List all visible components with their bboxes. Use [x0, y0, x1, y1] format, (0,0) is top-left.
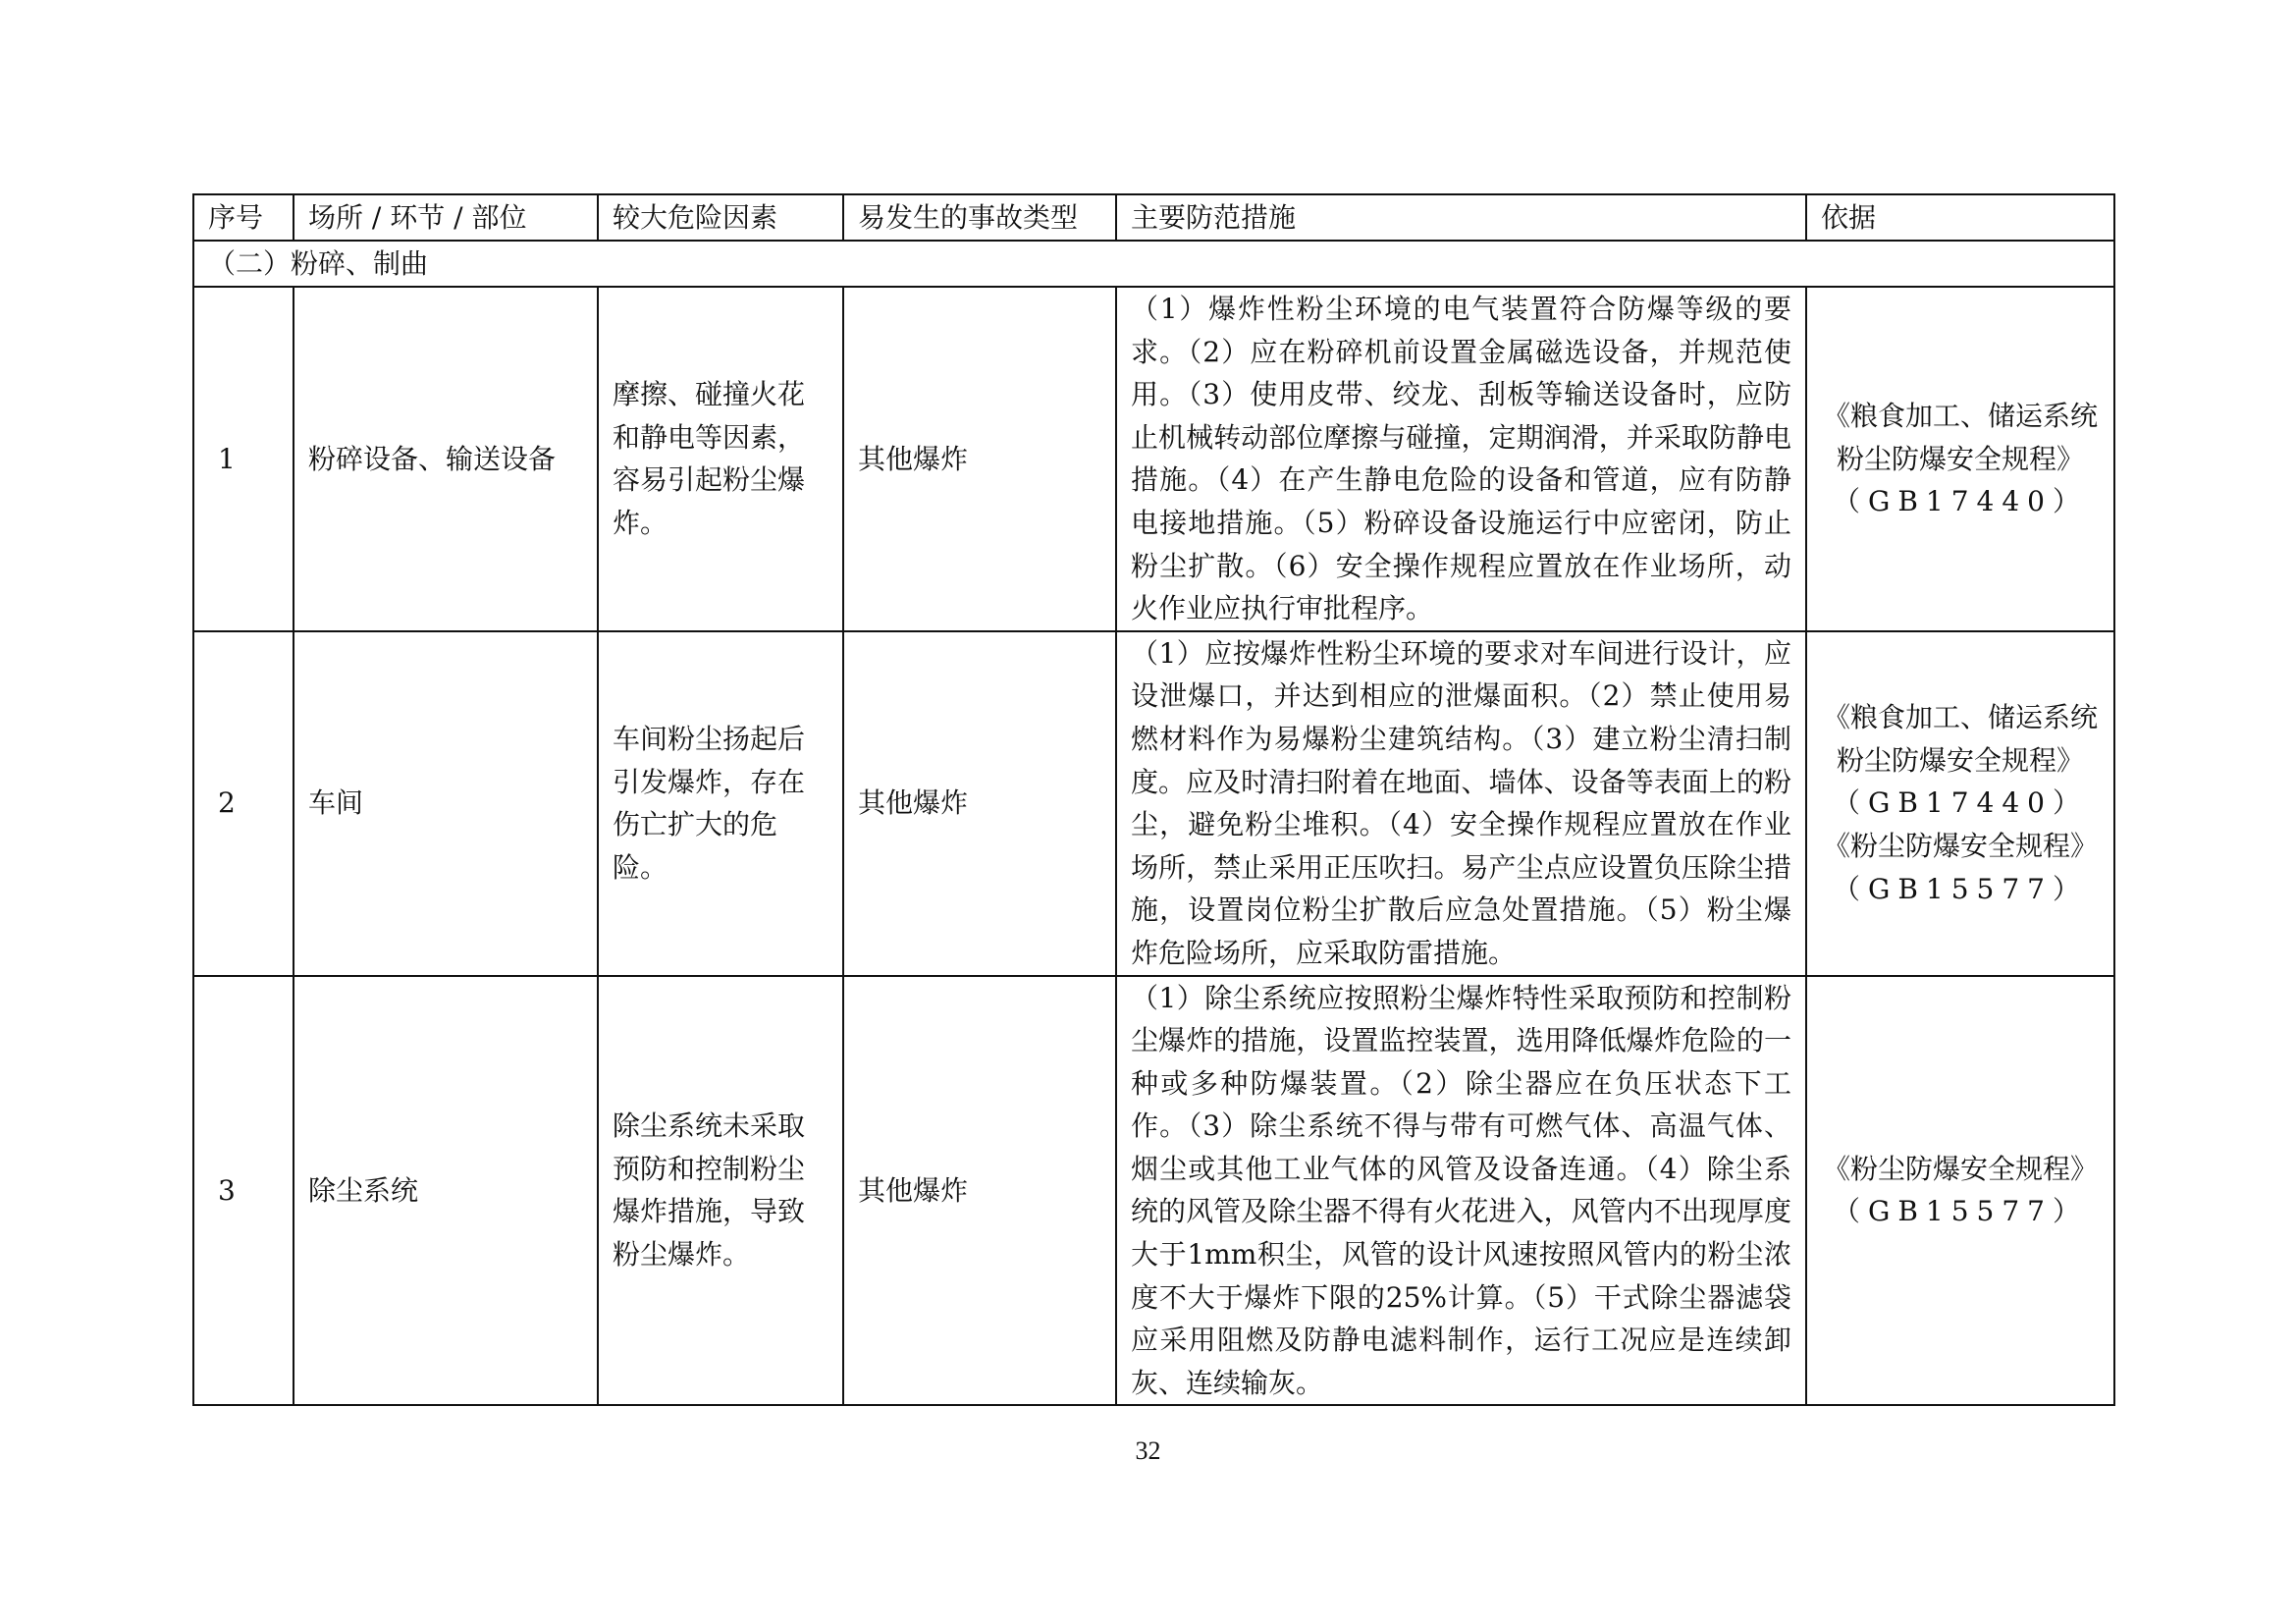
row-accident: 其他爆炸	[843, 631, 1116, 976]
basis-standard-code: （GB15577）	[1832, 872, 2089, 905]
row-accident: 其他爆炸	[843, 976, 1116, 1406]
row-basis	[1806, 287, 2114, 631]
page-number: 32	[1135, 1436, 1161, 1465]
table-row	[193, 976, 2114, 1406]
basis-standard-title: 《粮食加工、储运系统粉尘防爆安全规程》	[1822, 399, 2098, 475]
header-measures: 主要防范措施	[1116, 194, 1806, 241]
row-place: 除尘系统	[294, 976, 598, 1406]
hazard-table	[192, 193, 2115, 1406]
row-hazard: 摩擦、碰撞火花和静电等因素，容易引起粉尘爆炸。	[598, 287, 843, 631]
row-accident: 其他爆炸	[843, 287, 1116, 631]
section-row	[193, 241, 2114, 287]
row-hazard: 除尘系统未采取预防和控制粉尘爆炸措施，导致粉尘爆炸。	[598, 976, 843, 1406]
basis-standard-code: （GB17440）	[1832, 485, 2089, 518]
row-no: 3	[193, 976, 294, 1406]
row-place: 车间	[294, 631, 598, 976]
header-accident: 易发生的事故类型	[843, 194, 1116, 241]
row-basis	[1806, 631, 2114, 976]
header-basis: 依据	[1806, 194, 2114, 241]
row-place: 粉碎设备、输送设备	[294, 287, 598, 631]
row-no: 2	[193, 631, 294, 976]
row-basis	[1806, 976, 2114, 1406]
row-measures: （1）除尘系统应按照粉尘爆炸特性采取预防和控制粉尘爆炸的措施，设置监控装置，选用降低爆炸危险的一种或多种防爆装置。（2）除尘器应在负压状态下工作。（3）除尘系统不得与带有可燃气体、高温气体、烟尘或其他工业气体的风管及设备连通。（4）除尘系统的风管及除尘器不得有火花进入，风管内不出现厚度大于1mm积尘，风管的设计风速按照风管内的粉尘浓度不大于爆炸下限的25%计算。（5）干式除尘器滤袋应采用阻燃及防静电滤料制作，运行工况应是连续卸灰、连续输灰。	[1116, 976, 1806, 1406]
table-row	[193, 287, 2114, 631]
header-hazard: 较大危险因素	[598, 194, 843, 241]
basis-standard-code: （GB15577）	[1832, 1195, 2089, 1228]
basis-standard-title: 《粮食加工、储运系统粉尘防爆安全规程》	[1822, 701, 2098, 777]
basis-standard-code: （GB17440）	[1832, 786, 2089, 820]
row-no: 1	[193, 287, 294, 631]
table-header-row	[193, 194, 2114, 241]
row-hazard: 车间粉尘扬起后引发爆炸，存在伤亡扩大的危险。	[598, 631, 843, 976]
header-place: 场所 / 环节 / 部位	[294, 194, 598, 241]
header-no: 序号	[193, 194, 294, 241]
table-row	[193, 631, 2114, 976]
basis-standard-title: 《粉尘防爆安全规程》	[1822, 1152, 2098, 1185]
section-title: （二）粉碎、制曲	[193, 241, 2114, 287]
row-measures: （1）应按爆炸性粉尘环境的要求对车间进行设计，应设泄爆口，并达到相应的泄爆面积。（2）禁止使用易燃材料作为易爆粉尘建筑结构。（3）建立粉尘清扫制度。应及时清扫附着在地面、墙体、设备等表面上的粉尘，避免粉尘堆积。（4）安全操作规程应置放在作业场所，禁止采用正压吹扫。易产尘点应设置负压除尘措施，设置岗位粉尘扩散后应急处置措施。（5）粉尘爆炸危险场所，应采取防雷措施。	[1116, 631, 1806, 976]
basis-standard-title: 《粉尘防爆安全规程》	[1822, 829, 2098, 862]
row-measures: （1）爆炸性粉尘环境的电气装置符合防爆等级的要求。（2）应在粉碎机前设置金属磁选设备，并规范使用。（3）使用皮带、绞龙、刮板等输送设备时，应防止机械转动部位摩擦与碰撞，定期润滑，并采取防静电措施。（4）在产生静电危险的设备和管道，应有防静电接地措施。（5）粉碎设备设施运行中应密闭，防止粉尘扩散。（6）安全操作规程应置放在作业场所，动火作业应执行审批程序。	[1116, 287, 1806, 631]
